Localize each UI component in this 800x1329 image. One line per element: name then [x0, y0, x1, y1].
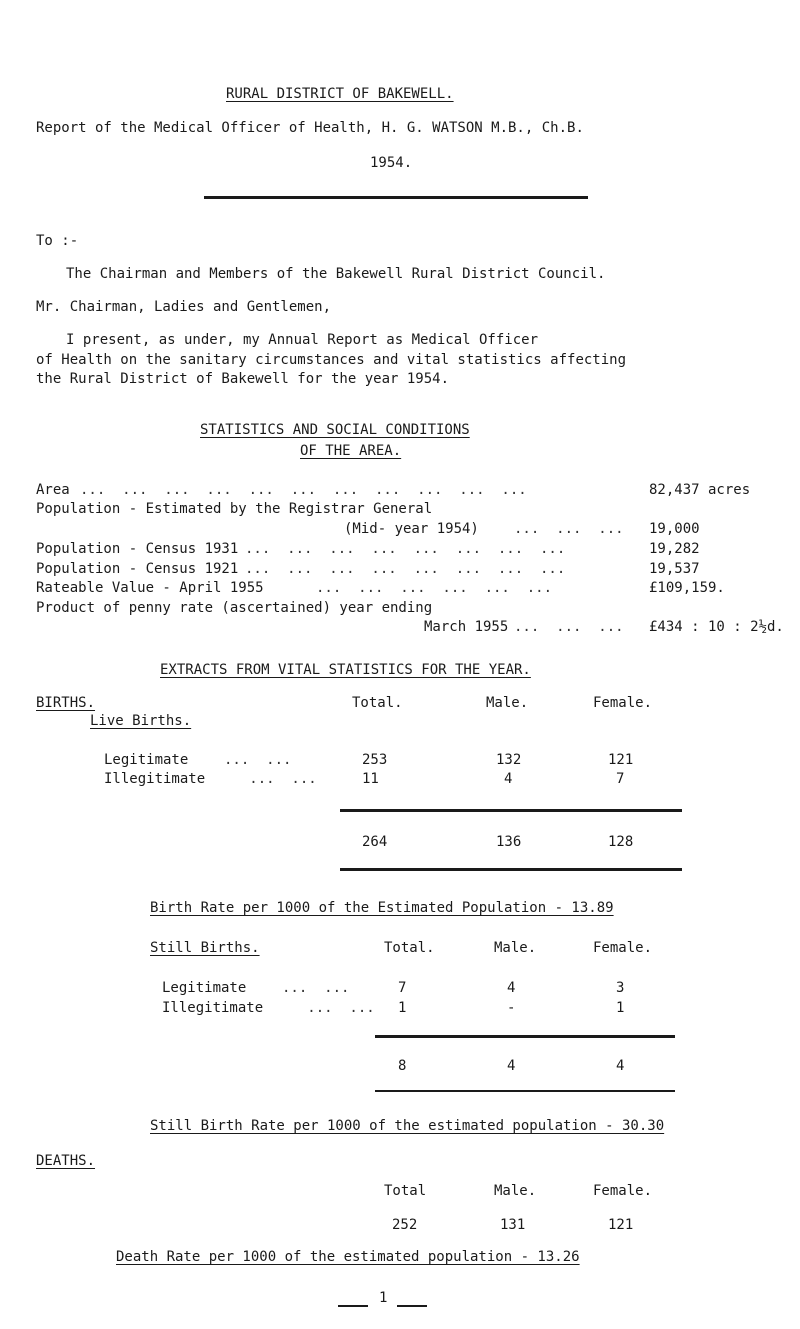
- stat-label-census-1921: Population - Census 1921: [36, 561, 239, 577]
- letter-addressee: The Chairman and Members of the Bakewell Rural District Council.: [66, 266, 606, 282]
- deaths-heading: DEATHS.: [36, 1153, 96, 1169]
- stat-value-penny-rate: £434 : 10 : 2½d.: [649, 619, 784, 635]
- page-number-right-dash: [397, 1305, 427, 1307]
- stat-label-rateable-value: Rateable Value - April 1955: [36, 580, 264, 596]
- leader-dots: ... ... ... ... ... ... ... ...: [245, 561, 566, 577]
- letter-body-line-3: the Rural District of Bakewell for the year 1954.: [36, 371, 450, 387]
- page-number: 1: [379, 1290, 388, 1306]
- stat-label-census-1931: Population - Census 1931: [36, 541, 239, 557]
- letter-to: To :-: [36, 233, 79, 249]
- still-births-row-female: 1: [616, 1000, 625, 1016]
- stat-label-population-estimated: Population - Estimated by the Registrar General: [36, 501, 433, 517]
- header-divider: [204, 196, 588, 199]
- leader-dots: ... ...: [224, 771, 317, 787]
- leader-dots: ... ...: [224, 752, 292, 768]
- still-births-col-total: Total.: [384, 940, 435, 956]
- births-row-total: 253: [362, 752, 388, 768]
- still-births-total-female: 4: [616, 1058, 625, 1074]
- still-births-label: Still Births.: [150, 940, 260, 956]
- births-heading: BIRTHS.: [36, 695, 96, 711]
- leader-dots: ... ... ... ... ... ... ... ... ... ... ...: [80, 482, 527, 498]
- deaths-male: 131: [500, 1217, 526, 1233]
- births-total-male: 136: [496, 834, 522, 850]
- deaths-col-male: Male.: [494, 1183, 537, 1199]
- still-births-row-female: 3: [616, 980, 625, 996]
- stats-title: STATISTICS AND SOCIAL CONDITIONS: [200, 422, 470, 438]
- stat-label-penny-rate: Product of penny rate (ascertained) year ending: [36, 600, 433, 616]
- births-row-label: Illegitimate: [104, 771, 206, 787]
- leader-dots: ... ... ... ... ... ... ... ...: [245, 541, 566, 557]
- deaths-col-total: Total: [384, 1183, 427, 1199]
- still-births-row-label: Illegitimate: [162, 1000, 264, 1016]
- deaths-col-female: Female.: [593, 1183, 653, 1199]
- stat-value-population-estimated: 19,000: [649, 521, 700, 537]
- births-row-male: 4: [504, 771, 513, 787]
- still-births-row-male: -: [507, 1000, 516, 1016]
- still-births-col-male: Male.: [494, 940, 537, 956]
- stat-value-area: 82,437 acres: [649, 482, 751, 498]
- still-births-total-total: 8: [398, 1058, 407, 1074]
- live-births-label: Live Births.: [90, 713, 192, 729]
- still-births-bottom-divider: [375, 1090, 675, 1092]
- extracts-title: EXTRACTS FROM VITAL STATISTICS FOR THE YEAR.: [160, 662, 531, 678]
- still-births-total-divider: [375, 1035, 675, 1038]
- still-births-row-male: 4: [507, 980, 516, 996]
- leader-dots: ... ... ... ... ... ...: [316, 580, 553, 596]
- stat-value-rateable-value: £109,159.: [649, 580, 725, 596]
- leader-dots: ... ...: [282, 1000, 375, 1016]
- stat-label-mid-year: (Mid- year 1954): [344, 521, 479, 537]
- stat-value-census-1921: 19,537: [649, 561, 700, 577]
- stats-subtitle: OF THE AREA.: [300, 443, 402, 459]
- still-births-row-total: 7: [398, 980, 407, 996]
- births-total-total: 264: [362, 834, 388, 850]
- deaths-total: 252: [392, 1217, 418, 1233]
- stat-value-census-1931: 19,282: [649, 541, 700, 557]
- leader-dots: ... ... ...: [514, 619, 624, 635]
- district-title: RURAL DISTRICT OF BAKEWELL.: [226, 86, 454, 102]
- birth-rate: Birth Rate per 1000 of the Estimated Population - 13.89: [150, 900, 614, 916]
- still-births-total-male: 4: [507, 1058, 516, 1074]
- death-rate: Death Rate per 1000 of the estimated population - 13.26: [116, 1249, 580, 1265]
- letter-body-line-2: of Health on the sanitary circumstances and vital statistics affecting: [36, 352, 627, 368]
- report-year: 1954.: [370, 155, 413, 171]
- stat-label-area: Area: [36, 482, 70, 498]
- still-birth-rate: Still Birth Rate per 1000 of the estimated population - 30.30: [150, 1118, 665, 1134]
- births-row-male: 132: [496, 752, 522, 768]
- births-col-male: Male.: [486, 695, 529, 711]
- births-row-total: 11: [362, 771, 379, 787]
- still-births-row-total: 1: [398, 1000, 407, 1016]
- leader-dots: ... ...: [282, 980, 350, 996]
- page-number-left-dash: [338, 1305, 368, 1307]
- report-title: Report of the Medical Officer of Health, H. G. WATSON M.B., Ch.B.: [36, 120, 584, 136]
- births-total-divider: [340, 809, 682, 812]
- births-col-total: Total.: [352, 695, 403, 711]
- births-col-female: Female.: [593, 695, 653, 711]
- leader-dots: ... ... ...: [514, 521, 624, 537]
- still-births-row-label: Legitimate: [162, 980, 247, 996]
- letter-body-line-1: I present, as under, my Annual Report as Medical Officer: [66, 332, 539, 348]
- births-bottom-divider: [340, 868, 682, 871]
- still-births-col-female: Female.: [593, 940, 653, 956]
- births-row-female: 7: [616, 771, 625, 787]
- births-row-female: 121: [608, 752, 634, 768]
- births-total-female: 128: [608, 834, 634, 850]
- stat-label-march-1955: March 1955: [424, 619, 509, 635]
- births-row-label: Legitimate: [104, 752, 189, 768]
- letter-salutation: Mr. Chairman, Ladies and Gentlemen,: [36, 299, 332, 315]
- deaths-female: 121: [608, 1217, 634, 1233]
